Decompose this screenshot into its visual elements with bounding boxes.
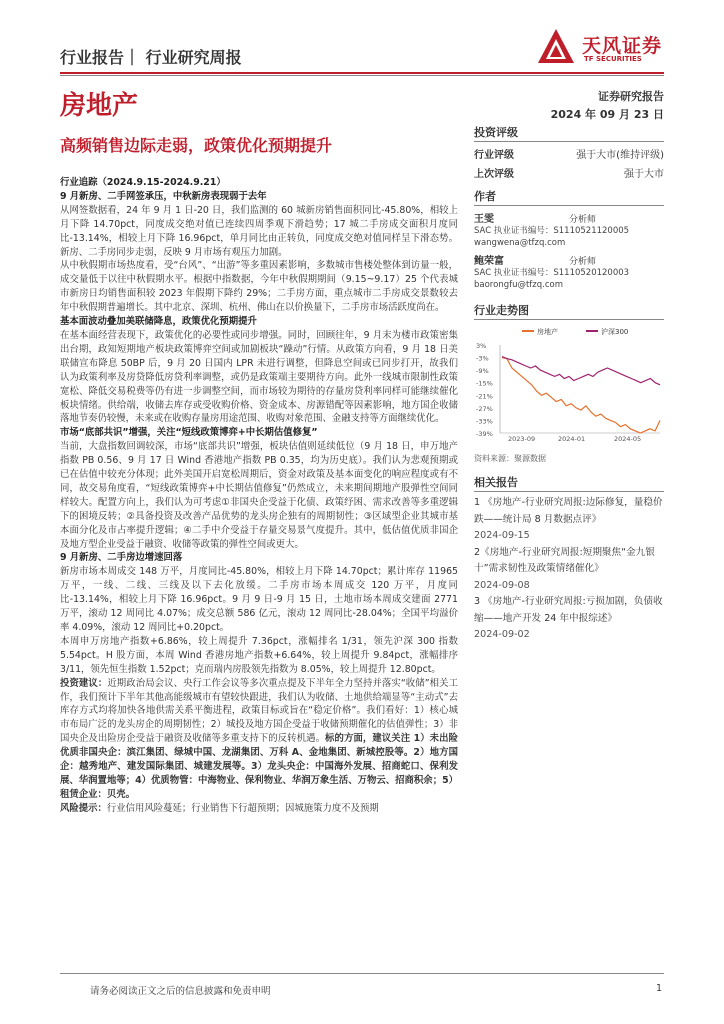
header-rule: [60, 72, 664, 74]
section-heading: 基本面波动叠加美联储降息，政策优化预期提升: [60, 316, 257, 328]
series-line-沪深300: [502, 357, 660, 385]
related-item[interactable]: 2《房地产-行业研究周报:短期聚焦“金九银十”需求韧性及政策情绪催化》 2024-09-08: [474, 546, 655, 591]
logo-en: TF SECURITIES: [584, 55, 642, 63]
trend-box: [474, 302, 664, 464]
footer-rule: [60, 973, 664, 974]
trend-chart: [474, 323, 664, 443]
x-tick-label: 2023-09: [508, 435, 536, 443]
y-tick-label: -21%: [476, 392, 493, 401]
sector-title: 房地产: [60, 91, 139, 121]
author: 王雯 分析师 SAC 执业证书编号：S1110521120005 wangwena@tfzq.com: [474, 210, 664, 249]
author-email[interactable]: wangwena@tfzq.com: [474, 238, 566, 248]
related-heading: 相关报告: [474, 474, 664, 492]
y-tick-label: -9%: [476, 367, 489, 376]
related-item[interactable]: 1 《房地产-行业研究周报:边际修复，量稳价跌——统计局 8 月数据点评》 2024-09-15: [474, 497, 663, 541]
header-rule-thin: [60, 75, 664, 76]
authors-heading: 作者: [474, 188, 664, 206]
paragraph: 在基本面经营表现下，政策优化的必要性或同步增强。同时，回顾往年，9 月末为楼市政策密集出台期，政知短期地产板块政策博弈空间或加剧板块“躁动”行情。从政策方向看，9 月 18 日美联储宣布降息 50BP 后，9 月 20 日国内 LPR 未进行调整，但降息空间或已同步打开，故我们认为政策利率及房贷降低房贷利率调整，或仍是政策端主要期待方向。此外一线城市限制性政策宽松、降低交易税费等仍有进一步调整空间，而市场较为期待的存量房贷利率同样可能继续催化板块情绪。供给端，收储去库存或受收购价格、资金成本、房源错配等因素影响，地方国企收储落地节奏仍较慢，未来或在收购存量房用途范围、收购对象范围、金融支持等方面继续优化。: [60, 329, 458, 425]
paragraph: 从中秋假期市场热度看，受“台风”、“出游”等多重因素影响，多数城市售楼处整体到访量一般，成交量低于以往中秋假期水平。根据中指数据，今年中秋假期期间（9.15~9.17）25 个代表城市新房日均销售面积较 2023 年假期下降约 29%；二手房方面，重点城市二手房成交景数较去年中秋假期普遍增长。其中北京、深圳、杭州、佛山在以价换量下，二手房市场活跃度尚在。: [60, 260, 458, 314]
authors-box: [474, 188, 664, 291]
paragraph: 当前，大盘指数回调较深，市场“底部共识”增强，板块估值则延续低位（9 月 18 日，申万地产指数 PB 0.56、9 月 17 日 Wind 香港地产指数 PB 0.35，均为历史底）。我们认为悲观预期或已在估值中较充分体现；此外美国开启宽松周期后，资金对政策及基本面变化的响应程度或有不同，故交易角度看，“短线政策博弈+中长期估值修复”仍然成立，未来期间期地产股弹性空间同样较大。配置方向上，我们认为可考虑①非国央企受益于化债、政策纾困、需求改善等多重逻辑下的困境反转；②具备投资及改善产品优势的龙头房企独有的周期韧性；③区域型企业其城市基本面分化及市占率提升逻辑；④二手中介受益于存量交易景气度提升。其中，低估值优质非国企及地方型企业受益于融资、收储等政策的弹性空间或更大。: [60, 441, 458, 550]
y-tick-label: -27%: [476, 404, 493, 413]
y-tick-label: -3%: [476, 354, 489, 363]
section-heading: 市场“底部共识”增强，关注“短线政策博弈+中长期估值修复”: [60, 427, 318, 439]
logo-name: 天风证券: [582, 35, 663, 57]
company-logo: [534, 23, 664, 71]
report-date: 2024 年 09 月 23 日: [550, 108, 664, 121]
y-tick-label: -33%: [476, 417, 493, 426]
paragraph: 从网签数据看，24 年 9 月 1 日-20 日，我们监测的 60 城新房销售面积同比-45.80%，相较上月下降 14.70pct，同度成交绝对值已连续四周季观下滑趋势；17 城二手房成交面积月度同比-13.14%，相较上月下降 16.96pct，单月同比由正转负，同度成交绝对值同样呈下滑态势。新房、二手房同步走弱，反映 9 月市场有观压力加剧。: [60, 204, 458, 258]
related-item[interactable]: 3 《房地产-行业研究周报:亏损加剧，负债收缩——地产开发 24 年中报综述》 2024-09-02: [474, 596, 663, 640]
footer-disclaimer[interactable]: 请务必阅读正文之后的信息披露和免责申明: [90, 986, 271, 997]
x-tick-label: 2024-05: [614, 435, 642, 443]
rating-box: [474, 124, 664, 180]
paragraph: 投资建议：近期政治局会议、央行工作会议等多次重点提及下半年全力坚持并落实“收储”相关工作，我们预计下半年其他高能级城市有望较快跟进，我们认为收储、土地供给端显等“主动式”去库存方式均将加快各地供需关系平衡进程，政策目标或旨在“稳定价格”。我们看好：1）核心城市布局广泛的龙头房企的周期韧性；2）城投及地方国企受益于收储预期催化的估值弹性；3）非国央企及出险房企受益于融资及收储等多重支持下的反转机遇。标的方面，建议关注 1）未出险优质非国央企：滨江集团、绿城中国、龙湖集团、万科 A、金地集团、新城控股等。2）地方国企：越秀地产、建发国际集团、城建发展等。3）龙头央企：中国海外发展、招商蛇口、保利发展、华润置地等；4）优质物管：中海物业、保利物业、华润万象生活、万物云、招商积余；5）租赁企业：贝壳。: [60, 677, 458, 800]
chart-source: 资料来源：聚源数据: [474, 454, 546, 463]
paragraph: 风险提示：行业信用风险蔓延；行业销售下行超预期；因城施策力度不及预期: [60, 802, 379, 814]
section-heading: 9 月新房、二手房边增速回落: [60, 552, 183, 564]
related-box: [474, 474, 664, 644]
section-heading: 行业追踪（2024.9.15-2024.9.21）: [60, 177, 226, 188]
y-tick-label: -15%: [476, 379, 493, 388]
series-line-房地产: [502, 358, 660, 433]
trend-heading: 行业走势图: [474, 302, 664, 320]
logo-icon: [534, 23, 578, 67]
page-number: 1: [656, 983, 663, 994]
rating-row: 行业评级 强于大市(维持评级): [474, 150, 664, 161]
y-tick-label: 3%: [476, 342, 487, 350]
rating-row: 上次评级 强于大市: [474, 169, 664, 180]
main-body: [60, 176, 458, 816]
legend-label: 沪深300: [601, 328, 629, 336]
x-tick-label: 2024-01: [558, 435, 586, 443]
author-email[interactable]: baorongfu@tfzq.com: [474, 280, 564, 290]
legend-label: 房地产: [537, 328, 558, 336]
section-heading: 9 月新房、二手网签承压，中秋新房表现弱于去年: [60, 190, 267, 202]
report-label: 证券研究报告: [598, 90, 664, 103]
rating-heading: 投资评级: [474, 124, 664, 142]
paragraph: 本周申万房地产指数+6.86%，较上周提升 7.36pct，涨幅排名 1/31，领先沪深 300 指数 5.54pct。H 股方面，本周 Wind 香港房地产指数+6.64%，较上周提升 9.84pct，涨幅排序 3/11，领先恒生指数 1.52pct；克而瑞内房股领先指数为 8.05%，较上周提升 12.80pct。: [60, 635, 458, 675]
author: 鲍荣富 分析师 SAC 执业证书编号：S1110520120003 baorongfu@tfzq.com: [474, 252, 664, 291]
y-tick-label: -39%: [476, 430, 493, 438]
report-title: 高频销售边际走弱，政策优化预期提升: [60, 136, 333, 155]
report-type: 行业报告｜ 行业研究周报: [60, 48, 242, 67]
paragraph: 新房市场本周成交 148 万平，月度同比-45.80%，相较上月下降 14.70pct；累计库存 11965 万平，一线、二线、三线及以下去化放缓。二手房市场本周成交 120 万平，月度同比-13.14%，相较上月下降 16.96pct。9 月 9 日-9 月 15 日，土地市场本周成交建面 2771 万平，滚动 12 周同比 4.07%；成交总额 586 亿元，滚动 12 周同比-28.04%；全国平均溢价率 4.09%，滚动 12 周同比+0.20pct。: [60, 566, 458, 633]
